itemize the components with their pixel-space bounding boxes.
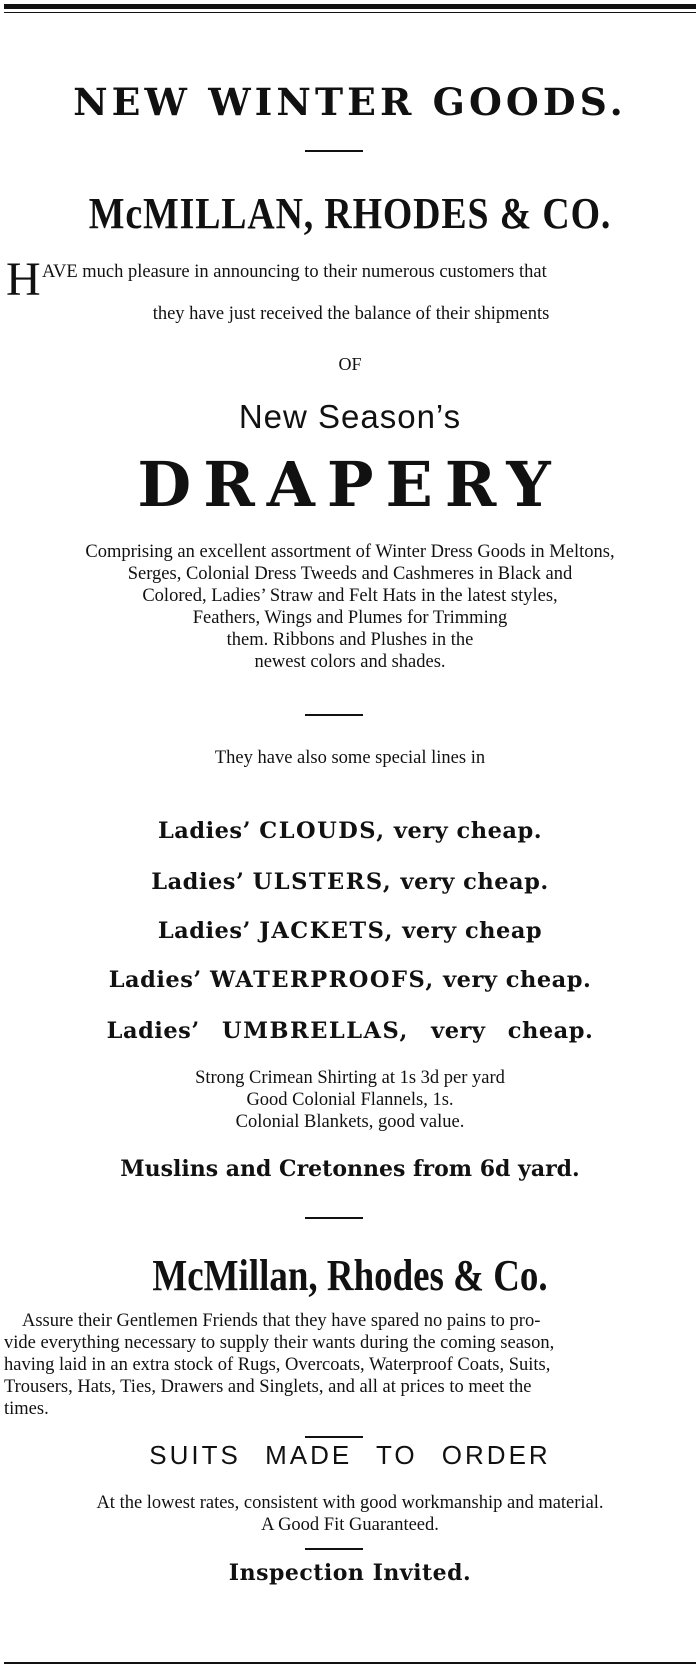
textile-line: Colonial Blankets, good value. <box>235 1112 465 1132</box>
gentlemen-line: Trousers, Hats, Ties, Drawers and Singlets, and all at prices to meet the <box>4 1377 532 1397</box>
divider-rule <box>305 1217 363 1219</box>
offer-item: WATERPROOFS, <box>210 967 435 993</box>
textile-line: Good Colonial Flannels, 1s. <box>246 1090 454 1110</box>
gentlemen-paragraph <box>4 1310 696 1420</box>
offer-prefix: Ladies’ <box>106 1018 200 1044</box>
season-label: New Season’s <box>238 398 462 435</box>
divider-rule <box>305 150 363 152</box>
firm-name: McMILLAN, RHODES & CO. <box>88 189 612 238</box>
intro-line: they have just received the balance of their shipments <box>152 304 550 324</box>
offer-line-waterproofs <box>0 967 700 993</box>
description-block <box>0 541 700 673</box>
intro-line: AVE much pleasure in announcing to their numerous customers that <box>42 262 547 282</box>
drapery-heading: DRAPERY <box>137 448 563 521</box>
offer-suffix: very cheap. <box>393 818 543 844</box>
suits-heading: SUITS MADE TO ORDER <box>149 1440 551 1470</box>
gentlemen-line: vide everything necessary to supply their wants during the coming season, <box>4 1333 555 1353</box>
offer-prefix: Ladies’ <box>151 869 245 895</box>
description-line: Comprising an excellent assortment of Winter Dress Goods in Meltons, <box>85 542 615 562</box>
offer-suffix: very cheap. <box>431 1018 594 1044</box>
description-line: Feathers, Wings and Plumes for Trimming <box>192 608 508 628</box>
offer-line-ulsters <box>0 869 700 895</box>
offer-suffix: very cheap <box>402 918 543 944</box>
firm-name-secondary: McMillan, Rhodes & Co. <box>152 1251 548 1300</box>
inspection-line: Inspection Invited. <box>228 1560 472 1586</box>
offer-suffix: very cheap. <box>400 869 549 895</box>
offer-item: CLOUDS, <box>259 818 386 844</box>
description-line: Colored, Ladies’ Straw and Felt Hats in the latest styles, <box>142 586 558 606</box>
offer-line-clouds <box>0 818 700 844</box>
rates-line: At the lowest rates, consistent with good workmanship and material. <box>96 1493 604 1513</box>
description-line: them. Ribbons and Plushes in the <box>226 630 474 650</box>
offer-prefix: Ladies’ <box>157 918 251 944</box>
rates-line: A Good Fit Guaranteed. <box>261 1515 439 1535</box>
divider-rule <box>305 714 363 716</box>
top-border-rule-thin <box>4 12 696 13</box>
gentlemen-line: times. <box>4 1399 49 1419</box>
offer-item: UMBRELLAS, <box>222 1018 409 1044</box>
drop-cap: H <box>6 253 41 306</box>
offer-line-umbrellas <box>0 1018 700 1044</box>
headline: NEW WINTER GOODS. <box>73 80 627 124</box>
muslins-line: Muslins and Cretonnes from 6d yard. <box>120 1156 580 1182</box>
textile-block <box>0 1067 700 1133</box>
of-word: OF <box>338 354 362 374</box>
gentlemen-line: Assure their Gentlemen Friends that they have spared no pains to pro- <box>22 1311 541 1331</box>
special-lines-intro: They have also some special lines in <box>214 748 486 768</box>
rates-block <box>0 1492 700 1536</box>
offer-item: ULSTERS, <box>252 869 393 895</box>
textile-line: Strong Crimean Shirting at 1s 3d per yard <box>195 1068 505 1088</box>
gentlemen-line: having laid in an extra stock of Rugs, Overcoats, Waterproof Coats, Suits, <box>4 1355 551 1375</box>
offer-line-jackets <box>0 918 700 944</box>
description-line: newest colors and shades. <box>254 652 446 672</box>
offer-prefix: Ladies’ <box>108 967 202 993</box>
description-line: Serges, Colonial Dress Tweeds and Cashmeres in Black and <box>127 564 573 584</box>
top-border-rule <box>4 4 696 9</box>
offer-item: JACKETS, <box>259 918 394 944</box>
divider-rule <box>305 1548 363 1550</box>
offer-suffix: very cheap. <box>443 967 592 993</box>
divider-rule <box>305 1436 363 1438</box>
bottom-border-rule <box>4 1662 696 1664</box>
offer-prefix: Ladies’ <box>157 818 251 844</box>
